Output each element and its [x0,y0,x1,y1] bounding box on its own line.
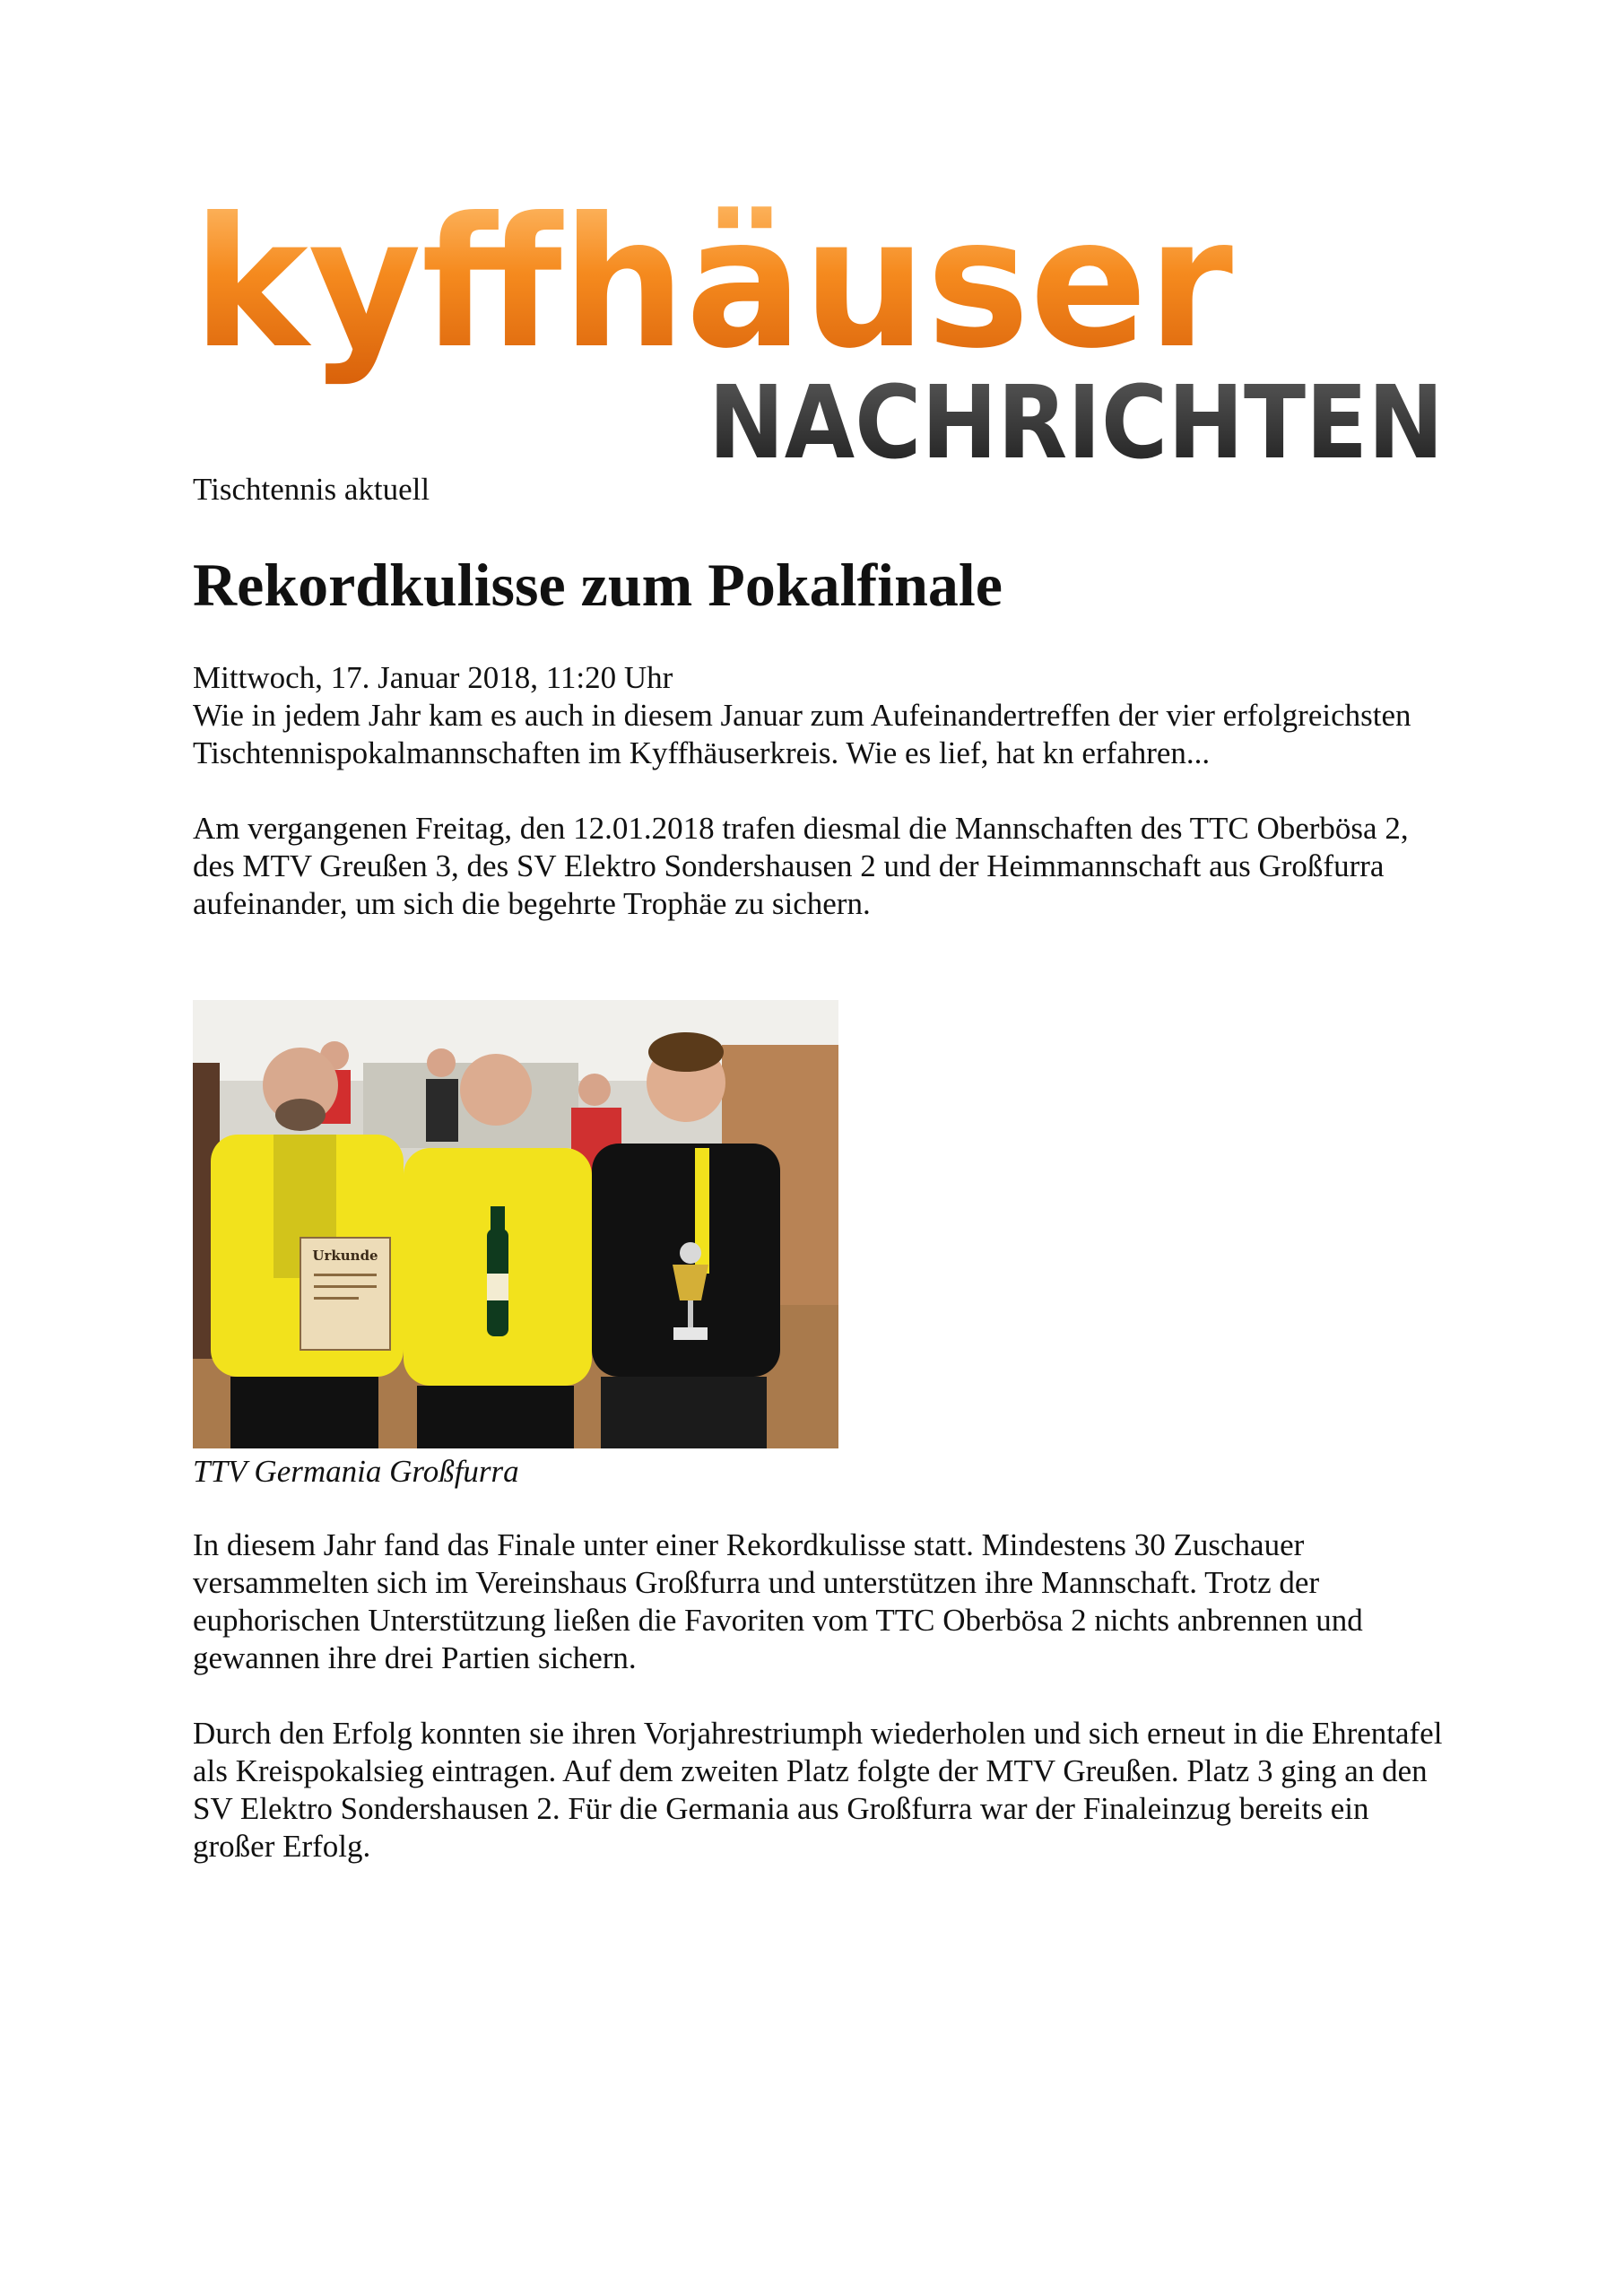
paragraph-2: In diesem Jahr fand das Finale unter einer Rekordkulisse statt. Mindestens 30 Zuschauer versammelten sich im Vereinshaus Großfurra und unterstützen ihre Mannschaft. Trotz der euphorischen Unterstützung ließen die Favoriten vom TTC Oberbösa 2 nichts anbrennen und gewannen ihre drei Partien sichern. [193,1527,1363,1675]
svg-text:Urkunde: Urkunde [312,1248,378,1264]
paragraph-1: Am vergangenen Freitag, den 12.01.2018 trafen diesmal die Mannschaften des TTC Oberbösa 2, des MTV Greußen 3, des SV Elektro Sondershausen 2 und der Heimmannschaft aus Großfurra aufeinander, um sich die begehrte Trophäe zu sichern. [193,811,1409,921]
team-photo [193,1000,838,1448]
headline: Rekordkulisse zum Pokalfinale [193,551,1003,619]
article-intro [193,659,1448,923]
masthead-logo [193,184,1466,480]
section-label: Tischtennis aktuell [193,472,430,507]
article-body [193,1526,1448,1866]
certificate [300,1238,390,1350]
logo-word: kyffhäuser [193,184,1234,388]
photo-caption: TTV Germania Großfurra [193,1454,519,1489]
dateline: Mittwoch, 17. Januar 2018, 11:20 Uhr [193,660,673,695]
paragraph-3: Durch den Erfolg konnten sie ihren Vorjahrestriumph wiederholen und sich erneut in die Ehrentafel als Kreispokalsieg eintragen. Auf dem zweiten Platz folgte der MTV Greußen. Platz 3 ging an den SV Elektro Sondershausen 2. Für die Germania aus Großfurra war der Finaleinzug bereits ein großer Erfolg. [193,1716,1443,1864]
logo-sub: NACHRICHTEN [708,365,1444,480]
teaser: Wie in jedem Jahr kam es auch in diesem Januar zum Aufeinandertreffen der vier erfolgreichsten Tischtennispokalmannschaften im Kyffhäuserkreis. Wie es lief, hat kn erfahren... [193,698,1411,770]
